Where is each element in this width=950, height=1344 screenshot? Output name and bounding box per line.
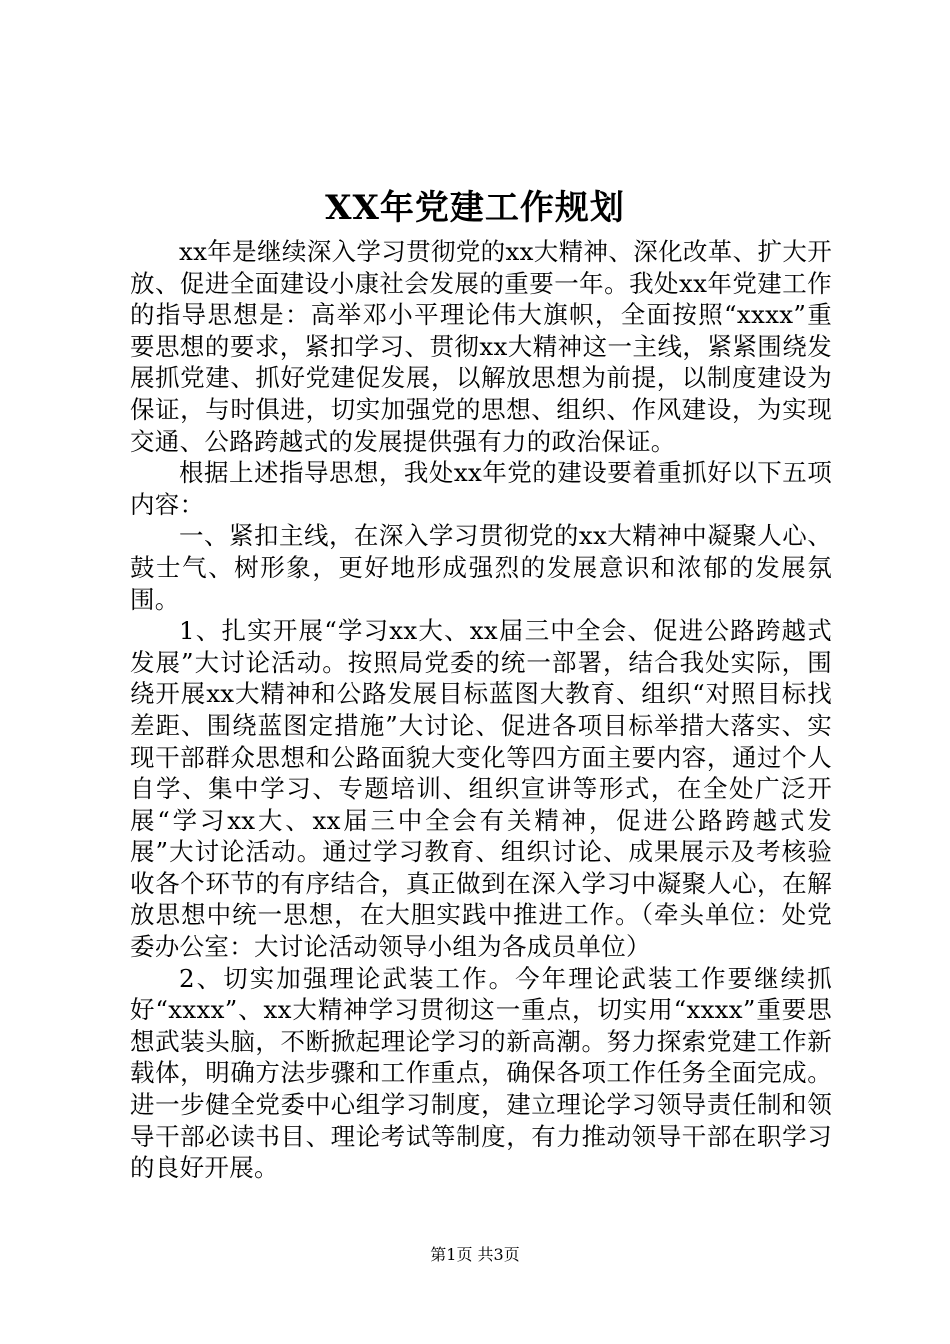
paragraph-section-one: 一、紧扣主线，在深入学习贯彻党的xx大精神中凝聚人心、鼓士气、树形象，更好地形成强烈的发展意识和浓郁的发展氛围。 <box>130 521 832 614</box>
paragraph-five-items-intro: 根据上述指导思想，我处xx年党的建设要着重抓好以下五项内容： <box>130 458 832 519</box>
paragraph-item-1: 1、扎实开展“学习xx大、xx届三中全会、促进公路跨越式发展”大讨论活动。按照局党委的统一部署，结合我处实际，围绕开展xx大精神和公路发展目标蓝图大教育、组织“对照目标找差距、围绕蓝图定措施”大讨论、促进各项目标举措大落实、实现干部群众思想和公路面貌大变化等四方面主要内容，通过个人自学、集中学习、专题培训、组织宣讲等形式，在全处广泛开展“学习xx大、xx届三中全会有关精神，促进公路跨越式发展”大讨论活动。通过学习教育、组织讨论、成果展示及考核验收各个环节的有序结合，真正做到在深入学习中凝聚人心，在解放思想中统一思想，在大胆实践中推进工作。（牵头单位：处党委办公室：大讨论活动领导小组为各成员单位） <box>130 616 833 962</box>
paragraph-guiding-thought: xx年是继续深入学习贯彻党的xx大精神、深化改革、扩大开放、促进全面建设小康社会发展的重要一年。我处xx年党建工作的指导思想是：高举邓小平理论伟大旗帜，全面按照“xxxx”重要思想的要求，紧扣学习、贯彻xx大精神这一主线，紧紧围绕发展抓党建、抓好党建促发展，以解放思想为前提，以制度建设为保证，与时俱进，切实加强党的思想、组织、作风建设，为实现交通、公路跨越式的发展提供强有力的政治保证。 <box>130 237 832 456</box>
page-footer: 第1页 共3页 <box>430 1245 520 1264</box>
document-title: XX年党建工作规划 <box>325 188 625 228</box>
paragraph-item-2: 2、切实加强理论武装工作。今年理论武装工作要继续抓好“xxxx”、xx大精神学习贯彻这一重点，切实用“xxxx”重要思想武装头脑，不断掀起理论学习的新高潮。努力探索党建工作新载体，明确方法步骤和工作重点，确保各项工作任务全面完成。进一步健全党委中心组学习制度，建立理论学习领导责任制和领导干部必读书目、理论考试等制度，有力推动领导干部在职学习的良好开展。 <box>130 963 832 1183</box>
document-body <box>130 236 832 1184</box>
